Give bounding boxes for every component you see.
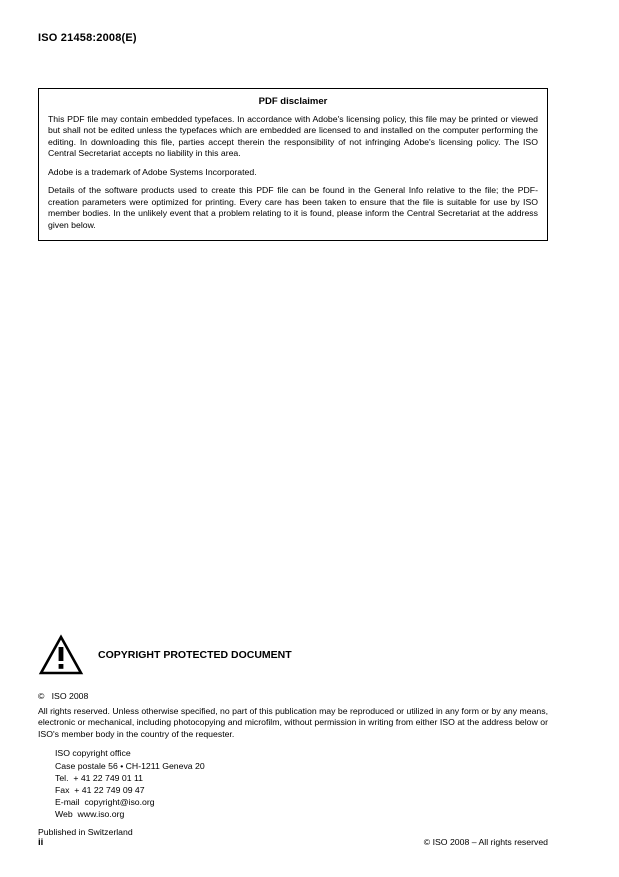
address-line-tel: Tel. + 41 22 749 01 11 (55, 772, 143, 783)
address-line-fax: Fax + 41 22 749 09 47 (55, 784, 145, 795)
copyright-protected-heading: COPYRIGHT PROTECTED DOCUMENT (98, 649, 292, 661)
document-reference-header: ISO 21458:2008(E) (38, 32, 137, 44)
footer-copyright-text: © ISO 2008 – All rights reserved (423, 837, 548, 847)
iso-copyright-notice: © ISO 2008 (38, 691, 89, 701)
rights-reserved-text: All rights reserved. Unless otherwise specified, no part of this publication may be reproduced or utilized in any form or by any means, electronic or mechanical, including photocopying and microfilm, without permission in writing from either ISO at the address below or ISO's member body in the country of the requester. (38, 706, 548, 739)
iso-copyright-office-address (55, 747, 548, 820)
address-line-postal: Case postale 56 • CH-1211 Geneva 20 (55, 760, 205, 771)
warning-triangle-icon (38, 634, 84, 676)
address-line-office: ISO copyright office (55, 748, 131, 759)
page-number: ii (38, 837, 44, 848)
disclaimer-title: PDF disclaimer (258, 96, 328, 107)
disclaimer-paragraph-3: Details of the software products used to create this PDF file can be found in the General Info relative to the file; the PDF-creation parameters were optimized for printing. Every care has been taken to ensure that the file is suitable for use by ISO member bodies. In the unlikely event that a problem relating to it is found, please inform the Central Secretariat at the address given below. (48, 185, 538, 230)
copyright-section (38, 634, 548, 837)
published-in-text: Published in Switzerland (38, 827, 133, 838)
page-footer (38, 837, 548, 848)
disclaimer-paragraph-2: Adobe is a trademark of Adobe Systems Incorporated. (48, 166, 257, 177)
disclaimer-paragraph-1: This PDF file may contain embedded typefaces. In accordance with Adobe's licensing policy, this file may be printed or viewed but shall not be edited unless the typefaces which are embedded are licensed to and installed on the computer performing the editing. In downloading this file, parties accept therein the responsibility of not infringing Adobe's licensing policy. The ISO Central Secretariat accepts no liability in this area. (48, 114, 538, 159)
pdf-disclaimer-box (38, 88, 548, 241)
copyright-heading-row (38, 634, 548, 676)
address-line-web: Web www.iso.org (55, 809, 125, 820)
address-line-email: E-mail copyright@iso.org (55, 797, 155, 808)
